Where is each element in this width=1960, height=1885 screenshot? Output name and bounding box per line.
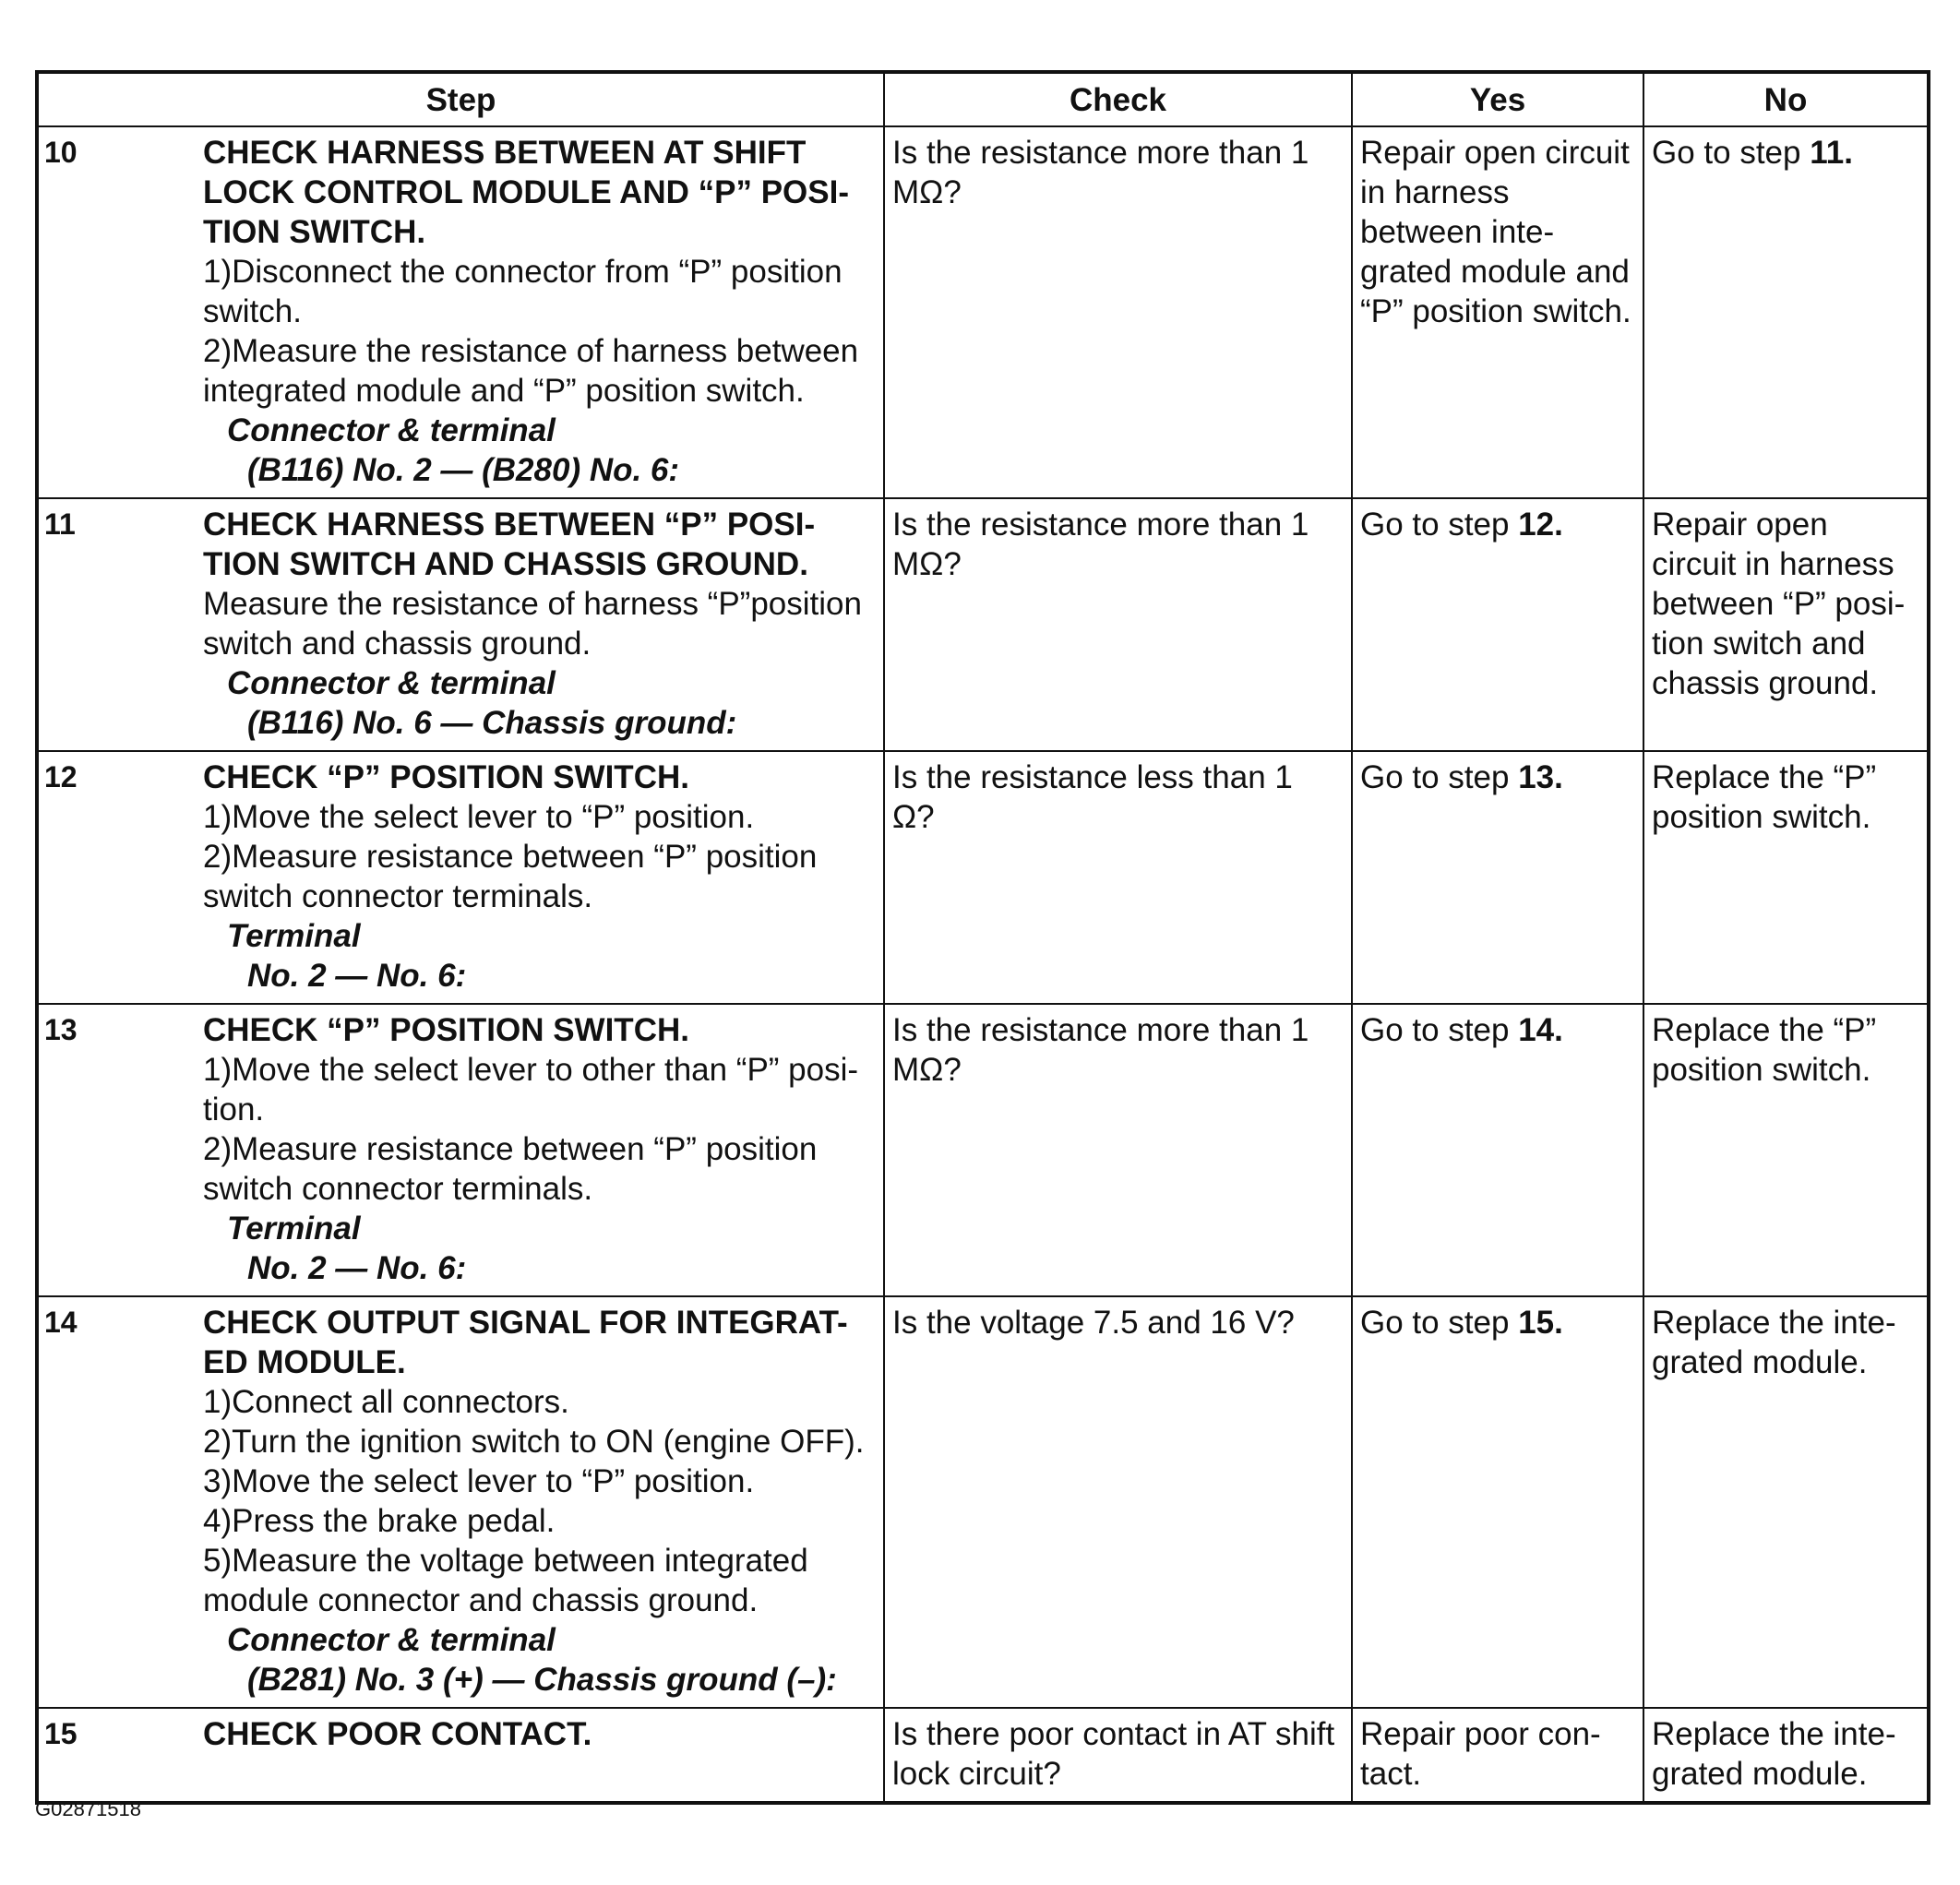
connector-terminal-value: No. 2 — No. 6:	[247, 958, 467, 994]
connector-terminal-value: (B116) No. 2 — (B280) No. 6:	[247, 452, 680, 488]
step-title: CHECK “P” POSITION SWITCH.	[203, 759, 689, 795]
step-title: CHECK POOR CONTACT.	[203, 1716, 592, 1752]
check-cell: Is the resistance more than 1 MΩ?	[884, 1004, 1352, 1296]
no-cell	[1643, 751, 1929, 1004]
step-number: 15	[44, 1717, 78, 1750]
connector-terminal-label: Terminal	[227, 1211, 361, 1247]
table-row	[37, 1004, 1929, 1296]
yes-text: Repair open circuit in harness between inte- grated module and “P” position switch.	[1360, 135, 1631, 329]
check-cell: Is the resistance less than 1 Ω?	[884, 751, 1352, 1004]
step-instruction: Measure the resistance of harness “P”position switch and chassis ground.	[203, 586, 862, 662]
connector-terminal-label: Connector & terminal	[227, 1622, 556, 1658]
step-cell	[37, 1708, 884, 1803]
step-instruction: 2)Measure resistance between “P” position switch connector terminals.	[203, 839, 818, 914]
step-title: CHECK “P” POSITION SWITCH.	[203, 1012, 689, 1048]
yes-cell	[1352, 751, 1643, 1004]
yes-text: Go to step	[1360, 1305, 1519, 1341]
table-header-row	[37, 72, 1929, 126]
yes-text: Go to step	[1360, 1012, 1519, 1048]
yes-step-ref: 14.	[1518, 1012, 1563, 1048]
step-instruction: 2)Turn the ignition switch to ON (engine OFF).	[203, 1424, 865, 1460]
table-row	[37, 1708, 1929, 1803]
no-text: Replace the “P” position switch.	[1652, 759, 1877, 835]
no-text: Replace the inte- grated module.	[1652, 1716, 1896, 1792]
check-cell: Is the resistance more than 1 MΩ?	[884, 126, 1352, 498]
step-instruction: 1)Connect all connectors.	[203, 1384, 569, 1420]
table-row	[37, 751, 1929, 1004]
check-cell: Is the resistance more than 1 MΩ?	[884, 498, 1352, 751]
table-row	[37, 126, 1929, 498]
step-number: 13	[44, 1013, 78, 1046]
connector-terminal-value: No. 2 — No. 6:	[247, 1250, 467, 1286]
step-instruction: 5)Measure the voltage between integrated module connector and chassis ground.	[203, 1543, 808, 1618]
header-no: No	[1643, 72, 1929, 126]
step-number: 12	[44, 760, 78, 793]
yes-step-ref: 13.	[1518, 759, 1563, 795]
yes-cell	[1352, 1004, 1643, 1296]
step-title: CHECK OUTPUT SIGNAL FOR INTEGRAT- ED MODULE.	[203, 1305, 848, 1380]
step-instruction: 2)Measure resistance between “P” position switch connector terminals.	[203, 1131, 818, 1207]
no-text: Repair open circuit in harness between “P” posi- tion switch and chassis ground.	[1652, 507, 1906, 701]
yes-step-ref: 12.	[1518, 507, 1563, 543]
no-cell	[1643, 1296, 1929, 1708]
step-cell	[37, 751, 884, 1004]
table-body	[37, 126, 1929, 1803]
step-instruction: 1)Move the select lever to other than “P” posi- tion.	[203, 1052, 859, 1127]
no-cell	[1643, 126, 1929, 498]
connector-terminal-label: Terminal	[227, 918, 361, 954]
connector-terminal-label: Connector & terminal	[227, 665, 556, 701]
step-body	[203, 758, 876, 996]
no-text: Replace the “P” position switch.	[1652, 1012, 1877, 1088]
step-instruction: 3)Move the select lever to “P” position.	[203, 1463, 755, 1499]
yes-step-ref: 15.	[1518, 1305, 1563, 1341]
connector-terminal-label: Connector & terminal	[227, 412, 556, 448]
step-number: 11	[44, 507, 76, 541]
header-check: Check	[884, 72, 1352, 126]
step-body	[203, 1303, 876, 1700]
no-step-ref: 11.	[1810, 135, 1853, 171]
no-cell	[1643, 1004, 1929, 1296]
yes-cell	[1352, 1296, 1643, 1708]
yes-cell	[1352, 1708, 1643, 1803]
no-cell	[1643, 1708, 1929, 1803]
step-cell	[37, 1296, 884, 1708]
step-cell	[37, 126, 884, 498]
no-text: Go to step	[1652, 135, 1811, 171]
yes-cell	[1352, 126, 1643, 498]
step-number: 14	[44, 1306, 78, 1339]
connector-terminal-value: (B116) No. 6 — Chassis ground:	[247, 705, 737, 741]
step-body	[203, 1010, 876, 1288]
check-cell: Is the voltage 7.5 and 16 V?	[884, 1296, 1352, 1708]
step-instruction: 1)Disconnect the connector from “P” position switch.	[203, 254, 843, 329]
step-body	[203, 133, 876, 490]
yes-text: Go to step	[1360, 759, 1519, 795]
check-cell: Is there poor contact in AT shift lock circuit?	[884, 1708, 1352, 1803]
diagnostic-table	[35, 70, 1930, 1805]
table-row	[37, 1296, 1929, 1708]
step-body	[203, 1714, 876, 1754]
table-row	[37, 498, 1929, 751]
step-instruction: 2)Measure the resistance of harness between integrated module and “P” position switch.	[203, 333, 859, 409]
connector-terminal-value: (B281) No. 3 (+) — Chassis ground (–):	[247, 1662, 837, 1698]
step-instruction: 1)Move the select lever to “P” position.	[203, 799, 755, 835]
step-cell	[37, 498, 884, 751]
no-cell	[1643, 498, 1929, 751]
step-title: CHECK HARNESS BETWEEN AT SHIFT LOCK CONTROL MODULE AND “P” POSI- TION SWITCH.	[203, 135, 849, 250]
figure-code: G02871518	[35, 1797, 141, 1820]
step-cell	[37, 1004, 884, 1296]
yes-cell	[1352, 498, 1643, 751]
yes-text: Go to step	[1360, 507, 1519, 543]
yes-text: Repair poor con- tact.	[1360, 1716, 1601, 1792]
step-body	[203, 505, 876, 743]
step-title: CHECK HARNESS BETWEEN “P” POSI- TION SWITCH AND CHASSIS GROUND.	[203, 507, 816, 582]
step-instruction: 4)Press the brake pedal.	[203, 1503, 556, 1539]
header-yes: Yes	[1352, 72, 1643, 126]
step-number: 10	[44, 136, 78, 169]
header-step: Step	[37, 72, 884, 126]
no-text: Replace the inte- grated module.	[1652, 1305, 1896, 1380]
